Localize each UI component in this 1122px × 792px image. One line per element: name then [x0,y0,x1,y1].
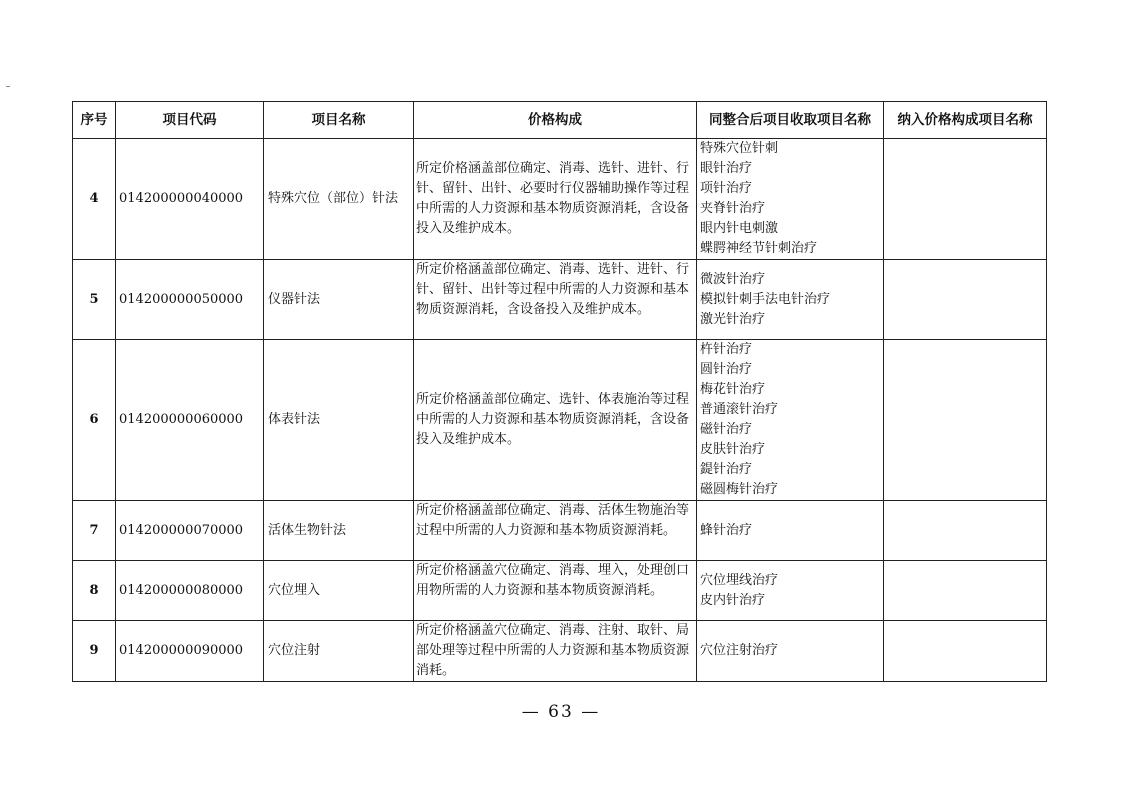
merged-item: 皮内针治疗 [700,592,766,608]
row-no: 4 [73,139,116,260]
row-no: 5 [73,260,116,340]
row-included-items [884,260,1047,340]
merged-item: 穴位注射治疗 [700,643,779,658]
merged-item: 梅花针治疗 [700,382,766,397]
row-merged-items [697,260,884,340]
merged-item: 特殊穴位针刺 [700,141,779,156]
table-row [73,621,1047,682]
price-table [72,101,1047,682]
row-no: 8 [73,561,116,621]
header-name: 项目名称 [264,102,414,139]
row-name: 仪器针法 [264,260,414,340]
header-included-items: 纳入价格构成项目名称 [884,102,1047,139]
row-included-items [884,501,1047,561]
row-merged-items [697,501,884,561]
row-merged-items [697,561,884,621]
row-composition: 所定价格涵盖穴位确定、消毒、注射、取针、局部处理等过程中所需的人力资源和基本物质资源消耗。 [414,621,697,682]
row-name: 特殊穴位（部位）针法 [264,139,414,260]
row-composition: 所定价格涵盖部位确定、消毒、活体生物施治等过程中所需的人力资源和基本物质资源消耗。 [414,501,697,561]
merged-item: 模拟针刺手法电针治疗 [700,291,831,307]
merged-item: 磁针治疗 [700,422,753,437]
row-no: 9 [73,621,116,682]
row-composition: 所定价格涵盖部位确定、消毒、选针、进针、行针、留针、出针等过程中所需的人力资源和基本物质资源消耗，含设备投入及维护成本。 [414,260,697,340]
merged-item: 穴位埋线治疗 [700,572,779,588]
row-included-items [884,139,1047,260]
row-code: 014200000040000 [116,139,264,260]
page-number: — 63 — [521,702,601,722]
table-row [73,260,1047,340]
row-merged-items [697,340,884,501]
merged-item: 磁圆梅针治疗 [700,482,779,497]
row-included-items [884,621,1047,682]
row-code: 014200000060000 [116,340,264,501]
margin-mark [6,86,10,87]
row-name: 穴位埋入 [264,561,414,621]
merged-item: 蜂针治疗 [700,522,753,538]
row-composition: 所定价格涵盖部位确定、消毒、选针、进针、行针、留针、出针、必要时行仪器辅助操作等过程中所需的人力资源和基本物质资源消耗，含设备投入及维护成本。 [414,139,697,260]
row-name: 活体生物针法 [264,501,414,561]
row-code: 014200000090000 [116,621,264,682]
merged-item: 夹脊针治疗 [700,201,766,216]
table-row [73,139,1047,260]
merged-item: 皮肤针治疗 [700,442,766,457]
row-code: 014200000080000 [116,561,264,621]
row-name: 穴位注射 [264,621,414,682]
merged-item: 普通滚针治疗 [700,402,779,417]
row-no: 7 [73,501,116,561]
merged-item: 圆针治疗 [700,362,753,377]
row-merged-items [697,621,884,682]
row-included-items [884,561,1047,621]
table-row [73,501,1047,561]
merged-item: 眼内针电刺激 [700,221,779,236]
merged-item: 杵针治疗 [700,342,753,357]
table-row [73,561,1047,621]
row-no: 6 [73,340,116,501]
table-row [73,340,1047,501]
merged-item: 项针治疗 [700,181,753,196]
row-code: 014200000070000 [116,501,264,561]
header-composition: 价格构成 [414,102,697,139]
row-composition: 所定价格涵盖穴位确定、消毒、埋入，处理创口用物所需的人力资源和基本物质资源消耗。 [414,561,697,621]
merged-item: 蝶腭神经节针刺治疗 [700,241,818,256]
row-name: 体表针法 [264,340,414,501]
row-merged-items [697,139,884,260]
merged-item: 眼针治疗 [700,161,753,176]
header-no: 序号 [73,102,116,139]
row-code: 014200000050000 [116,260,264,340]
header-merged-items: 同整合后项目收取项目名称 [697,102,884,139]
header-code: 项目代码 [116,102,264,139]
row-included-items [884,340,1047,501]
row-composition: 所定价格涵盖部位确定、选针、体表施治等过程中所需的人力资源和基本物质资源消耗，含设备投入及维护成本。 [414,340,697,501]
merged-item: 微波针治疗 [700,271,766,287]
table-header-row [73,102,1047,139]
merged-item: 激光针治疗 [700,311,766,327]
merged-item: 鍉针治疗 [700,462,753,477]
